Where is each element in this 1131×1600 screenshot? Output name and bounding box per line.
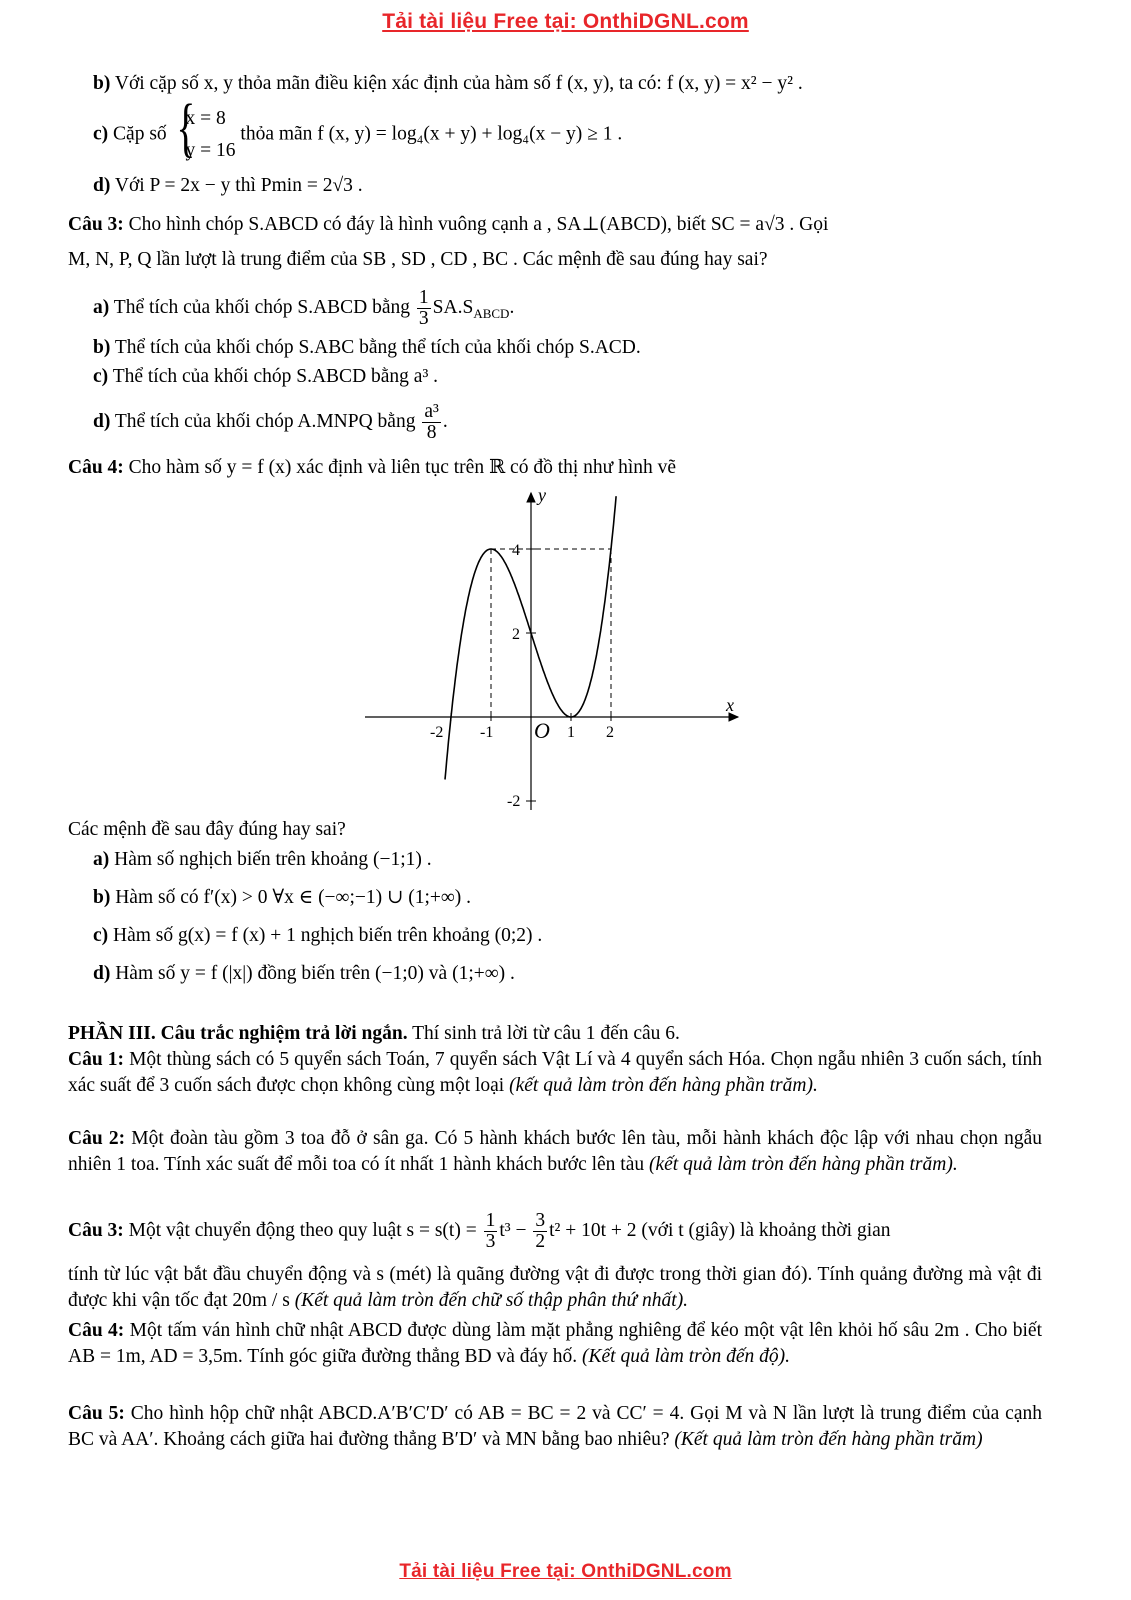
p3-q3-frac2 <box>533 1211 547 1252</box>
p3-q4-title: Câu 4: <box>68 1320 125 1341</box>
q2-c-system <box>172 103 236 167</box>
q2-d-text: Với P = 2x − y thì Pmin = 2√3 . <box>114 175 363 196</box>
q3-title: Câu 3: <box>68 214 124 235</box>
q4-option-c <box>93 924 542 948</box>
p3-question-2 <box>68 1126 1042 1178</box>
x-tick-label: -2 <box>430 724 444 741</box>
q2-c-pre: Cặp số <box>113 123 167 145</box>
q4-stem <box>68 456 676 480</box>
q4-c-label: c) <box>93 925 109 946</box>
q3-d-label: d) <box>93 411 111 432</box>
q3-option-d: d) Thể tích của khối chóp A.MNPQ bằng $\frac{\text{a³}}{8}$ . <box>93 401 448 444</box>
q3-option-b <box>93 336 641 360</box>
q3-stem <box>68 212 1042 238</box>
p3-question-3-rest <box>68 1262 1042 1314</box>
part3-heading-tail: Thí sinh trả lời từ câu 1 đến câu 6. <box>412 1023 680 1044</box>
q3-a-label: a) <box>93 297 110 318</box>
y-axis-label: y <box>538 485 546 505</box>
x-axis-label: x <box>726 695 734 715</box>
p3-question-4 <box>68 1318 1042 1370</box>
q3-b-label: b) <box>93 337 111 358</box>
p3-q3-mid: t³ − <box>499 1220 527 1241</box>
q4-d-text: Hàm số y = f (|x|) đồng biến trên (−1;0) và (1;+∞) . <box>115 963 515 984</box>
p3-q3-text2: tính từ lúc vật bắt đầu chuyển động và s (mét) là quãng đường vật đi được trong thời gian đó). Tính quảng đường mà vật đi được khi vận tốc đạt 20m / s <box>68 1264 1042 1311</box>
q2-option-b <box>93 72 803 96</box>
y-tick-label: -2 <box>507 793 521 810</box>
p3-q4-text: Một tấm ván hình chữ nhật ABCD được dùng làm mặt phẳng nghiêng để kéo một vật lên khỏi hố sâu 2m . Cho biết AB = 1m, AD = 3,5m. Tính góc giữa đường thẳng BD và đáy hố. <box>68 1320 1042 1367</box>
q3-a-text: Thể tích của khối chóp S.ABCD bằng <box>113 297 411 318</box>
q2-b-text: Với cặp số x, y thỏa mãn điều kiện xác định của hàm số f (x, y), ta có: f (x, y) = x² − y² . <box>114 73 803 94</box>
q3-a-tail: SA.S <box>432 297 474 318</box>
p3-q2-note: (kết quả làm tròn đến hàng phần trăm). <box>649 1154 958 1175</box>
p3-q3-pre: Một vật chuyển động theo quy luật s = s(t) = <box>128 1220 477 1241</box>
q2-option-c <box>93 103 622 163</box>
q3-option-c <box>93 365 438 389</box>
q4-d-label: d) <box>93 963 111 984</box>
p3-q1-title: Câu 1: <box>68 1049 124 1070</box>
p3-q3-frac2-den: 2 <box>535 1231 546 1253</box>
q3-d-text: Thể tích của khối chóp A.MNPQ bằng <box>114 411 416 432</box>
footer-banner[interactable]: Tải tài liệu Free tại: OnthiDGNL.com <box>399 1561 732 1582</box>
q4-a-text: Hàm số nghịch biến trên khoảng (−1;1) . <box>114 849 432 870</box>
q3-a-sub: ABCD <box>473 306 510 321</box>
q4-option-a <box>93 848 432 872</box>
q4-a-label: a) <box>93 849 110 870</box>
p3-q3-post: t² + 10t + 2 (với t (giây) là khoảng thời gian <box>549 1220 891 1241</box>
y-tick-label: 2 <box>512 626 520 643</box>
p3-q3-frac2-num: 3 <box>535 1210 546 1232</box>
q4-c-text: Hàm số g(x) = f (x) + 1 nghịch biến trên khoảng (0;2) . <box>113 925 543 946</box>
part3-heading <box>68 1022 680 1046</box>
p3-q5-text: Cho hình hộp chữ nhật ABCD.A′B′C′D′ có AB = BC = 2 và CC′ = 4. Gọi M và N lần lượt là trung điểm của cạnh BC và AA′. Khoảng cách giữa hai đường thẳng B′D′ và MN bằng bao nhiêu? <box>68 1403 1042 1450</box>
q3-d-frac-num: a³ <box>424 401 439 423</box>
q3-a-frac-num: 1 <box>418 287 429 309</box>
p3-q5-note: (Kết quả làm tròn đến hàng phần trăm) <box>674 1429 983 1450</box>
q2-c-label: c) <box>93 123 109 145</box>
q3-text1: Cho hình chóp S.ABCD có đáy là hình vuông cạnh a , SA⊥(ABCD), biết SC = a√3 . Gọi <box>128 214 829 235</box>
q4-b-text: Hàm số có f′(x) > 0 ∀x ∈ (−∞;−1) ∪ (1;+∞) . <box>115 887 472 908</box>
x-tick-label: 2 <box>606 724 614 741</box>
q3-b-text: Thể tích của khối chóp S.ABC bằng thể tích của khối chóp S.ACD. <box>114 337 641 358</box>
q3-d-frac-den: 8 <box>426 422 437 444</box>
q2-option-d <box>93 174 363 198</box>
p3-question-3-line1 <box>68 1205 1042 1257</box>
p3-question-5 <box>68 1401 1042 1453</box>
p3-question-1 <box>68 1047 1042 1099</box>
p3-q3-frac1 <box>484 1211 498 1252</box>
p3-q3-frac1-den: 3 <box>485 1231 496 1253</box>
q2-b-label: b) <box>93 73 111 94</box>
q3-a-fraction <box>417 288 431 329</box>
q4-text: Cho hàm số y = f (x) xác định và liên tục trên ℝ có đồ thị như hình vẽ <box>128 457 677 478</box>
p3-q1-text: Một thùng sách có 5 quyển sách Toán, 7 quyển sách Vật Lí và 4 quyển sách Hóa. Chọn ngẫu nhiên 3 cuốn sách, tính xác suất để 3 cuốn sách được chọn không cùng một loại <box>68 1049 1043 1096</box>
q3-a-frac-den: 3 <box>418 308 429 330</box>
x-tick-label: 1 <box>567 724 575 741</box>
q3-c-text: Thể tích của khối chóp S.ABCD bằng a³ . <box>112 366 439 387</box>
q2-d-label: d) <box>93 175 111 196</box>
q3-c-label: c) <box>93 366 109 387</box>
y-tick-label: 4 <box>512 542 520 559</box>
origin-label: O <box>534 718 550 743</box>
q4-option-b <box>93 886 471 910</box>
q4-b-label: b) <box>93 887 111 908</box>
p3-q2-text: Một đoàn tàu gồm 3 toa đỗ ở sân ga. Có 5 hành khách bước lên tàu, mỗi hành khách độc lập với nhau chọn ngẫu nhiên 1 toa. Tính xác suất để mỗi toa có ít nhất 1 hành khách bước lên tàu <box>68 1128 1043 1175</box>
q4-title: Câu 4: <box>68 457 124 478</box>
p3-q3-frac1-num: 1 <box>485 1210 496 1232</box>
part3-heading-bold: PHẦN III. Câu trắc nghiệm trả lời ngắn. <box>68 1023 408 1044</box>
q4-function-graph <box>360 485 750 815</box>
p3-q3-title: Câu 3: <box>68 1220 124 1241</box>
q3-stem-line2: M, N, P, Q lần lượt là trung điểm của SB , SD , CD , BC . Các mệnh đề sau đúng hay sai? <box>68 249 768 270</box>
q4-prompt: Các mệnh đề sau đây đúng hay sai? <box>68 819 346 840</box>
p3-q5-title: Câu 5: <box>68 1403 125 1424</box>
p3-q4-note: (Kết quả làm tròn đến độ). <box>582 1346 790 1367</box>
q2-c-eq-x: { x = 8 <box>185 108 226 129</box>
q2-c-eq-y: y = 16 <box>185 140 236 161</box>
p3-q1-note: (kết quả làm tròn đến hàng phần trăm). <box>509 1075 818 1096</box>
header-banner[interactable]: Tải tài liệu Free tại: OnthiDGNL.com <box>382 10 749 33</box>
q3-option-a: a) Thể tích của khối chóp S.ABCD bằng $\frac{1}{3}$ $SA.S_{ABCD}$. <box>93 287 515 330</box>
p3-q3-note: (Kết quả làm tròn đến chữ số thập phân thứ nhất). <box>294 1290 689 1311</box>
q4-option-d <box>93 962 515 986</box>
p3-q2-title: Câu 2: <box>68 1128 126 1149</box>
x-tick-label: -1 <box>480 724 494 741</box>
q2-c-post: thỏa mãn f (x, y) = log₄(x + y) + log₄(x − y) ≥ 1 . <box>240 123 623 145</box>
q3-d-fraction <box>422 402 441 443</box>
